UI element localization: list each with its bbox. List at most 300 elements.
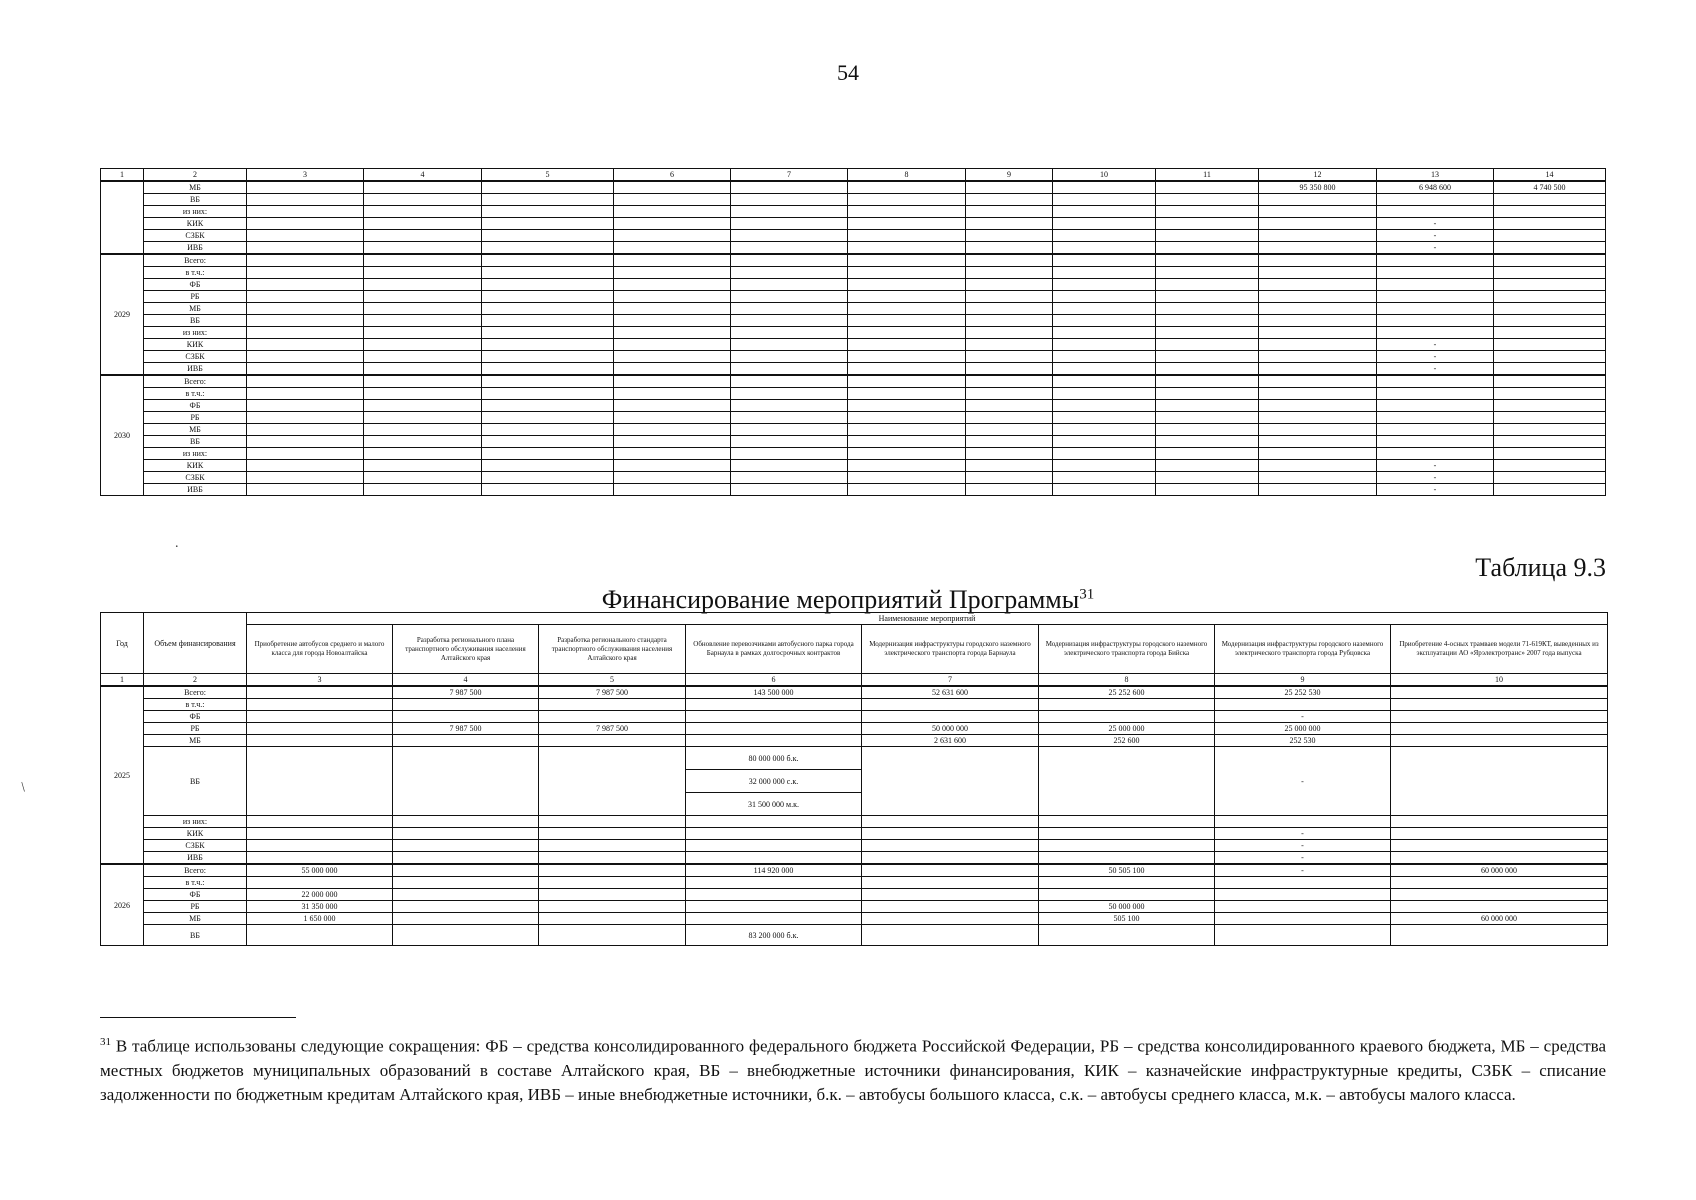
value-cell: [393, 864, 539, 877]
header-volume: Объем финансирования: [144, 613, 247, 674]
value-cell: [247, 315, 364, 327]
value-cell: [1377, 424, 1494, 436]
source-label: из них:: [144, 206, 247, 218]
table-row: [101, 279, 1606, 291]
value-cell: 22 000 000: [247, 889, 393, 901]
value-cell: [848, 206, 966, 218]
value-cell: 1 650 000: [247, 913, 393, 925]
value-cell: -: [1377, 460, 1494, 472]
value-cell: [247, 242, 364, 255]
value-cell: [1156, 279, 1259, 291]
value-cell: [1391, 852, 1608, 865]
value-cell: [848, 448, 966, 460]
value-cell: [393, 699, 539, 711]
value-cell: [247, 291, 364, 303]
value-cell: [1377, 194, 1494, 206]
value-cell: [247, 747, 393, 816]
value-cell: [731, 388, 848, 400]
source-label: МБ: [144, 913, 247, 925]
value-cell: [247, 448, 364, 460]
table-label: Таблица 9.3: [1475, 553, 1606, 582]
value-cell: [1377, 400, 1494, 412]
source-label: ИВБ: [144, 484, 247, 496]
table-row: [101, 267, 1606, 279]
value-cell: [614, 230, 731, 242]
table-row: [101, 913, 1608, 925]
value-cell: 6 948 600: [1377, 181, 1494, 194]
value-cell: [1039, 889, 1215, 901]
value-cell: [393, 889, 539, 901]
value-cell: [848, 254, 966, 267]
value-cell: [1053, 267, 1156, 279]
value-cell: [1156, 291, 1259, 303]
table-row: [101, 218, 1606, 230]
event-name: Разработка регионального плана транспортного обслуживания населения Алтайского края: [393, 625, 539, 674]
value-cell: [614, 267, 731, 279]
value-cell: [1215, 889, 1391, 901]
table-row: [101, 711, 1608, 723]
table-row: [101, 852, 1608, 865]
value-cell: [482, 315, 614, 327]
column-number: 11: [1156, 169, 1259, 182]
vb-breakdown-value: 80 000 000 б.к.: [686, 747, 861, 770]
value-cell: [1391, 840, 1608, 852]
value-cell: [966, 206, 1053, 218]
column-number: 12: [1259, 169, 1377, 182]
value-cell: -: [1215, 711, 1391, 723]
value-cell: [1377, 254, 1494, 267]
value-cell: [731, 218, 848, 230]
value-cell: [482, 436, 614, 448]
value-cell: [966, 315, 1053, 327]
value-cell: [1053, 375, 1156, 388]
value-cell: [1494, 242, 1606, 255]
value-cell: [731, 315, 848, 327]
table-row: [101, 242, 1606, 255]
value-cell: [482, 412, 614, 424]
value-cell: [482, 375, 614, 388]
value-cell: [686, 852, 862, 865]
table-row: [101, 699, 1608, 711]
value-cell: [364, 315, 482, 327]
value-cell: [393, 840, 539, 852]
table-row: [101, 181, 1606, 194]
value-cell: [1494, 412, 1606, 424]
source-label: ФБ: [144, 889, 247, 901]
value-cell: -: [1377, 472, 1494, 484]
source-label: ИВБ: [144, 363, 247, 376]
value-cell: [247, 327, 364, 339]
value-cell: [848, 327, 966, 339]
table-row: [101, 925, 1608, 946]
source-label: СЗБК: [144, 351, 247, 363]
table-row: [101, 686, 1608, 699]
value-cell: [364, 351, 482, 363]
value-cell: [862, 816, 1039, 828]
value-cell: [1053, 424, 1156, 436]
value-cell: [1259, 412, 1377, 424]
value-cell: [966, 436, 1053, 448]
value-cell: [1259, 218, 1377, 230]
value-cell: [862, 913, 1039, 925]
value-cell: [1494, 218, 1606, 230]
value-cell: [539, 901, 686, 913]
value-cell: [862, 925, 1039, 946]
value-cell: [1156, 327, 1259, 339]
value-cell: [364, 327, 482, 339]
value-cell: [1053, 291, 1156, 303]
value-cell: [848, 412, 966, 424]
value-cell: [1494, 460, 1606, 472]
value-cell: [1053, 400, 1156, 412]
value-cell: [731, 472, 848, 484]
table-row: [101, 351, 1606, 363]
header-year: Год: [101, 613, 144, 674]
value-cell: [1494, 472, 1606, 484]
value-cell: [966, 218, 1053, 230]
year-cell: 2026: [101, 864, 144, 946]
value-cell: [1259, 460, 1377, 472]
value-cell: [966, 460, 1053, 472]
table-row: [101, 412, 1606, 424]
value-cell: [247, 840, 393, 852]
value-cell: [848, 230, 966, 242]
source-label: РБ: [144, 723, 247, 735]
value-cell: [482, 218, 614, 230]
value-cell: [731, 448, 848, 460]
value-cell: 50 000 000: [862, 723, 1039, 735]
value-cell: 143 500 000: [686, 686, 862, 699]
value-cell: [247, 828, 393, 840]
value-cell: [1259, 388, 1377, 400]
value-cell: [247, 735, 393, 747]
value-cell: [1259, 279, 1377, 291]
value-cell: [1377, 436, 1494, 448]
value-cell: [686, 735, 862, 747]
value-cell: [1156, 375, 1259, 388]
value-cell: [848, 424, 966, 436]
value-cell: [686, 889, 862, 901]
value-cell: [1039, 711, 1215, 723]
value-cell: [482, 303, 614, 315]
value-cell: [731, 279, 848, 291]
value-cell: -: [1377, 351, 1494, 363]
value-cell: [393, 828, 539, 840]
value-cell: [862, 864, 1039, 877]
value-cell: [1494, 315, 1606, 327]
value-cell: [482, 460, 614, 472]
value-cell: [1377, 315, 1494, 327]
value-cell: [1053, 339, 1156, 351]
source-label: в т.ч.:: [144, 877, 247, 889]
column-number: 3: [247, 674, 393, 687]
value-cell: [731, 351, 848, 363]
value-cell: [1053, 472, 1156, 484]
source-label: РБ: [144, 291, 247, 303]
value-cell: [1039, 925, 1215, 946]
value-cell: 7 987 500: [393, 723, 539, 735]
value-cell: [1156, 363, 1259, 376]
value-cell: [614, 484, 731, 496]
column-number: 5: [539, 674, 686, 687]
value-cell: [1039, 852, 1215, 865]
value-cell: [539, 711, 686, 723]
value-cell: [731, 267, 848, 279]
value-cell: [686, 711, 862, 723]
value-cell: 31 350 000: [247, 901, 393, 913]
value-cell: [539, 877, 686, 889]
table-row: [101, 400, 1606, 412]
table-row: [101, 254, 1606, 267]
value-cell: [247, 218, 364, 230]
value-cell: [1377, 327, 1494, 339]
value-cell: [1053, 206, 1156, 218]
value-cell: 25 000 000: [1039, 723, 1215, 735]
value-cell: [1494, 351, 1606, 363]
value-cell: [247, 388, 364, 400]
value-cell: [393, 877, 539, 889]
value-cell: [539, 828, 686, 840]
table-row: [101, 194, 1606, 206]
value-cell: [1156, 400, 1259, 412]
value-cell: -: [1377, 242, 1494, 255]
table-row: [101, 363, 1606, 376]
table-row: [101, 436, 1606, 448]
source-label: МБ: [144, 424, 247, 436]
table-row: [101, 206, 1606, 218]
value-cell: -: [1377, 230, 1494, 242]
value-cell: [364, 400, 482, 412]
value-cell: [1259, 400, 1377, 412]
value-cell: [1215, 925, 1391, 946]
source-label: ВБ: [144, 747, 247, 816]
value-cell: [1053, 351, 1156, 363]
value-cell: [614, 412, 731, 424]
value-cell: [862, 828, 1039, 840]
value-cell: [247, 400, 364, 412]
column-number: 1: [101, 169, 144, 182]
table-row: [101, 840, 1608, 852]
value-cell: [1391, 828, 1608, 840]
event-names-row: [101, 625, 1608, 674]
value-cell: [966, 424, 1053, 436]
source-label: Всего:: [144, 254, 247, 267]
value-cell: [482, 388, 614, 400]
value-cell: [247, 303, 364, 315]
value-cell: [1053, 388, 1156, 400]
value-cell: [247, 424, 364, 436]
value-cell: [1391, 747, 1608, 816]
table-row: [101, 460, 1606, 472]
value-cell: [614, 303, 731, 315]
value-cell: 60 000 000: [1391, 913, 1608, 925]
value-cell: [247, 194, 364, 206]
value-cell: [1391, 686, 1608, 699]
value-cell: [393, 816, 539, 828]
value-cell: [1053, 242, 1156, 255]
value-cell: [1494, 400, 1606, 412]
value-cell: [247, 267, 364, 279]
column-number: 9: [1215, 674, 1391, 687]
value-cell: [539, 747, 686, 816]
value-cell: [1215, 699, 1391, 711]
value-cell: [1156, 412, 1259, 424]
header-row: [101, 613, 1608, 625]
value-cell: [614, 279, 731, 291]
value-cell: [364, 242, 482, 255]
value-cell: [614, 339, 731, 351]
lower-financing-table: [100, 612, 1608, 946]
value-cell: [848, 375, 966, 388]
value-cell: [247, 877, 393, 889]
column-number: 8: [848, 169, 966, 182]
scan-dot: .: [175, 536, 179, 551]
source-label: Всего:: [144, 864, 247, 877]
value-cell: [539, 735, 686, 747]
value-cell: -: [1377, 339, 1494, 351]
value-cell: [1494, 291, 1606, 303]
value-cell: [1039, 699, 1215, 711]
vb-breakdown-value: 31 500 000 м.к.: [748, 799, 799, 809]
value-cell: -: [1215, 747, 1391, 816]
table-row: [101, 375, 1606, 388]
value-cell: [1215, 901, 1391, 913]
footnote-separator: [100, 1017, 296, 1018]
value-cell: [1156, 303, 1259, 315]
value-cell: -: [1215, 852, 1391, 865]
source-label: МБ: [144, 735, 247, 747]
value-cell: -: [1377, 363, 1494, 376]
table-row: [101, 339, 1606, 351]
value-cell: [862, 852, 1039, 865]
table-title-text: Финансирование мероприятий Программы: [601, 585, 1080, 614]
value-cell: 25 252 600: [1039, 686, 1215, 699]
value-cell: [1259, 375, 1377, 388]
value-cell: [482, 484, 614, 496]
source-label: ИВБ: [144, 242, 247, 255]
value-cell: [539, 889, 686, 901]
value-cell: [1259, 254, 1377, 267]
value-cell: [482, 400, 614, 412]
value-cell: [731, 375, 848, 388]
value-cell: 505 100: [1039, 913, 1215, 925]
value-cell: [1494, 339, 1606, 351]
column-number: 1: [101, 674, 144, 687]
value-cell: [1156, 424, 1259, 436]
value-cell: [482, 291, 614, 303]
column-number: 3: [247, 169, 364, 182]
value-cell: [1494, 303, 1606, 315]
value-cell: 83 200 000 б.к.: [686, 925, 862, 946]
value-cell: [848, 279, 966, 291]
value-cell: [731, 339, 848, 351]
value-cell: [1391, 816, 1608, 828]
value-cell: 2 631 600: [862, 735, 1039, 747]
value-cell: [731, 400, 848, 412]
value-cell: [614, 218, 731, 230]
value-cell: [1259, 291, 1377, 303]
column-number: 6: [686, 674, 862, 687]
value-cell: [848, 484, 966, 496]
value-cell: [1377, 279, 1494, 291]
value-cell: [1391, 699, 1608, 711]
source-label: РБ: [144, 412, 247, 424]
source-label: КИК: [144, 339, 247, 351]
value-cell: [731, 412, 848, 424]
column-number-row: [101, 169, 1606, 182]
value-cell: [482, 339, 614, 351]
value-cell: [247, 230, 364, 242]
column-number: 13: [1377, 169, 1494, 182]
value-cell: [862, 840, 1039, 852]
value-cell: [482, 230, 614, 242]
value-cell: [1259, 351, 1377, 363]
table-row: [101, 889, 1608, 901]
source-label: ВБ: [144, 925, 247, 946]
value-cell: [1259, 206, 1377, 218]
source-label: в т.ч.:: [144, 699, 247, 711]
table-title-footnote-ref: 31: [1079, 586, 1095, 603]
vb-breakdown-row: [686, 747, 861, 770]
header-events: Наименование мероприятий: [247, 613, 1608, 625]
value-cell: [966, 327, 1053, 339]
value-cell: [1156, 484, 1259, 496]
vb-row: [101, 747, 1608, 816]
value-cell: [482, 242, 614, 255]
value-cell: [1494, 206, 1606, 218]
value-cell: [364, 339, 482, 351]
vb-breakdown: [686, 747, 861, 815]
value-cell: [966, 194, 1053, 206]
value-cell: [393, 925, 539, 946]
value-cell: [614, 291, 731, 303]
value-cell: [1259, 242, 1377, 255]
value-cell: [539, 816, 686, 828]
value-cell: [364, 460, 482, 472]
value-cell: [482, 194, 614, 206]
value-cell: [966, 351, 1053, 363]
value-cell: [1039, 877, 1215, 889]
table-row: [101, 723, 1608, 735]
value-cell: [482, 267, 614, 279]
column-number: 10: [1391, 674, 1608, 687]
value-cell: [1259, 267, 1377, 279]
value-cell: [393, 901, 539, 913]
footnote-number: 31: [100, 1036, 111, 1048]
value-cell: [686, 699, 862, 711]
value-cell: [1494, 424, 1606, 436]
value-cell: [966, 303, 1053, 315]
value-cell: [1156, 460, 1259, 472]
vb-breakdown-cell: [686, 747, 862, 816]
value-cell: [848, 242, 966, 255]
value-cell: [966, 242, 1053, 255]
value-cell: [1039, 747, 1215, 816]
value-cell: [848, 218, 966, 230]
column-number: 4: [393, 674, 539, 687]
table-row: [101, 230, 1606, 242]
value-cell: 55 000 000: [247, 864, 393, 877]
source-label: в т.ч.:: [144, 267, 247, 279]
value-cell: [1259, 339, 1377, 351]
value-cell: [1053, 303, 1156, 315]
value-cell: [364, 194, 482, 206]
scan-mark: /: [17, 780, 30, 795]
value-cell: [539, 852, 686, 865]
value-cell: [482, 181, 614, 194]
value-cell: [364, 254, 482, 267]
value-cell: 52 631 600: [862, 686, 1039, 699]
